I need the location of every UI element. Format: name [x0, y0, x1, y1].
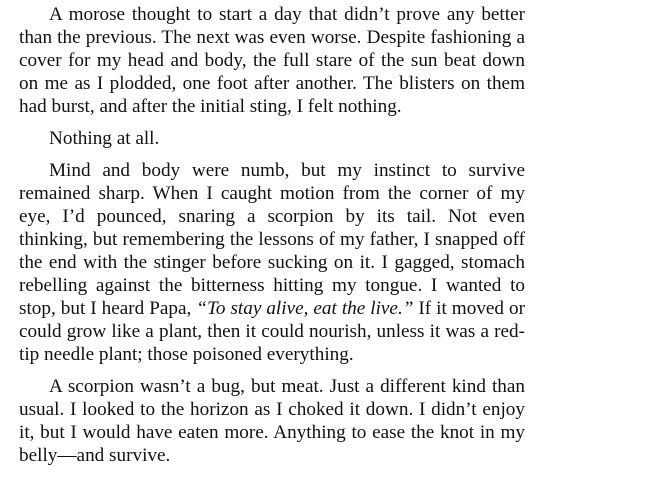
paragraph-3 — [19, 159, 525, 367]
page-body — [19, 3, 525, 467]
papa-quote: “To stay alive, eat the live.” — [196, 298, 414, 320]
paragraph-4: A scorpion wasn’t a bug, but meat. Just a different kind than usual. I looked to the horizon as I choked it down. I didn’t enjoy it, but I would have eaten more. Anything to ease the knot in my belly—and survive. — [19, 375, 525, 467]
paragraph-3-text-after-quote: If it moved or could grow like a plant, then it could nourish, unless it was a red-tip needle plant; those poisoned everything. — [19, 298, 525, 366]
paragraph-1: A morose thought to start a day that didn’t prove any better than the previous. The next was even worse. Despite fashioning a cover for my head and body, the full stare of the sun beat down on me as I plodded, one foot after another. The blisters on them had burst, and after the initial sting, I felt nothing. — [19, 4, 525, 118]
paragraph-2: Nothing at all. — [49, 127, 160, 149]
paragraph-3-text-before-quote: Mind and body were numb, but my instinct to survive remained sharp. When I caught motion from the corner of my eye, I’d pounced, snaring a scorpion by its tail. Not even thinking, but remembering the lessons of my father, I snapped off the end with the stinger before sucking on it. I gagged, stomach rebelling against the bitterness hitting my tongue. I wanted to stop, but I heard Papa, — [19, 159, 525, 320]
